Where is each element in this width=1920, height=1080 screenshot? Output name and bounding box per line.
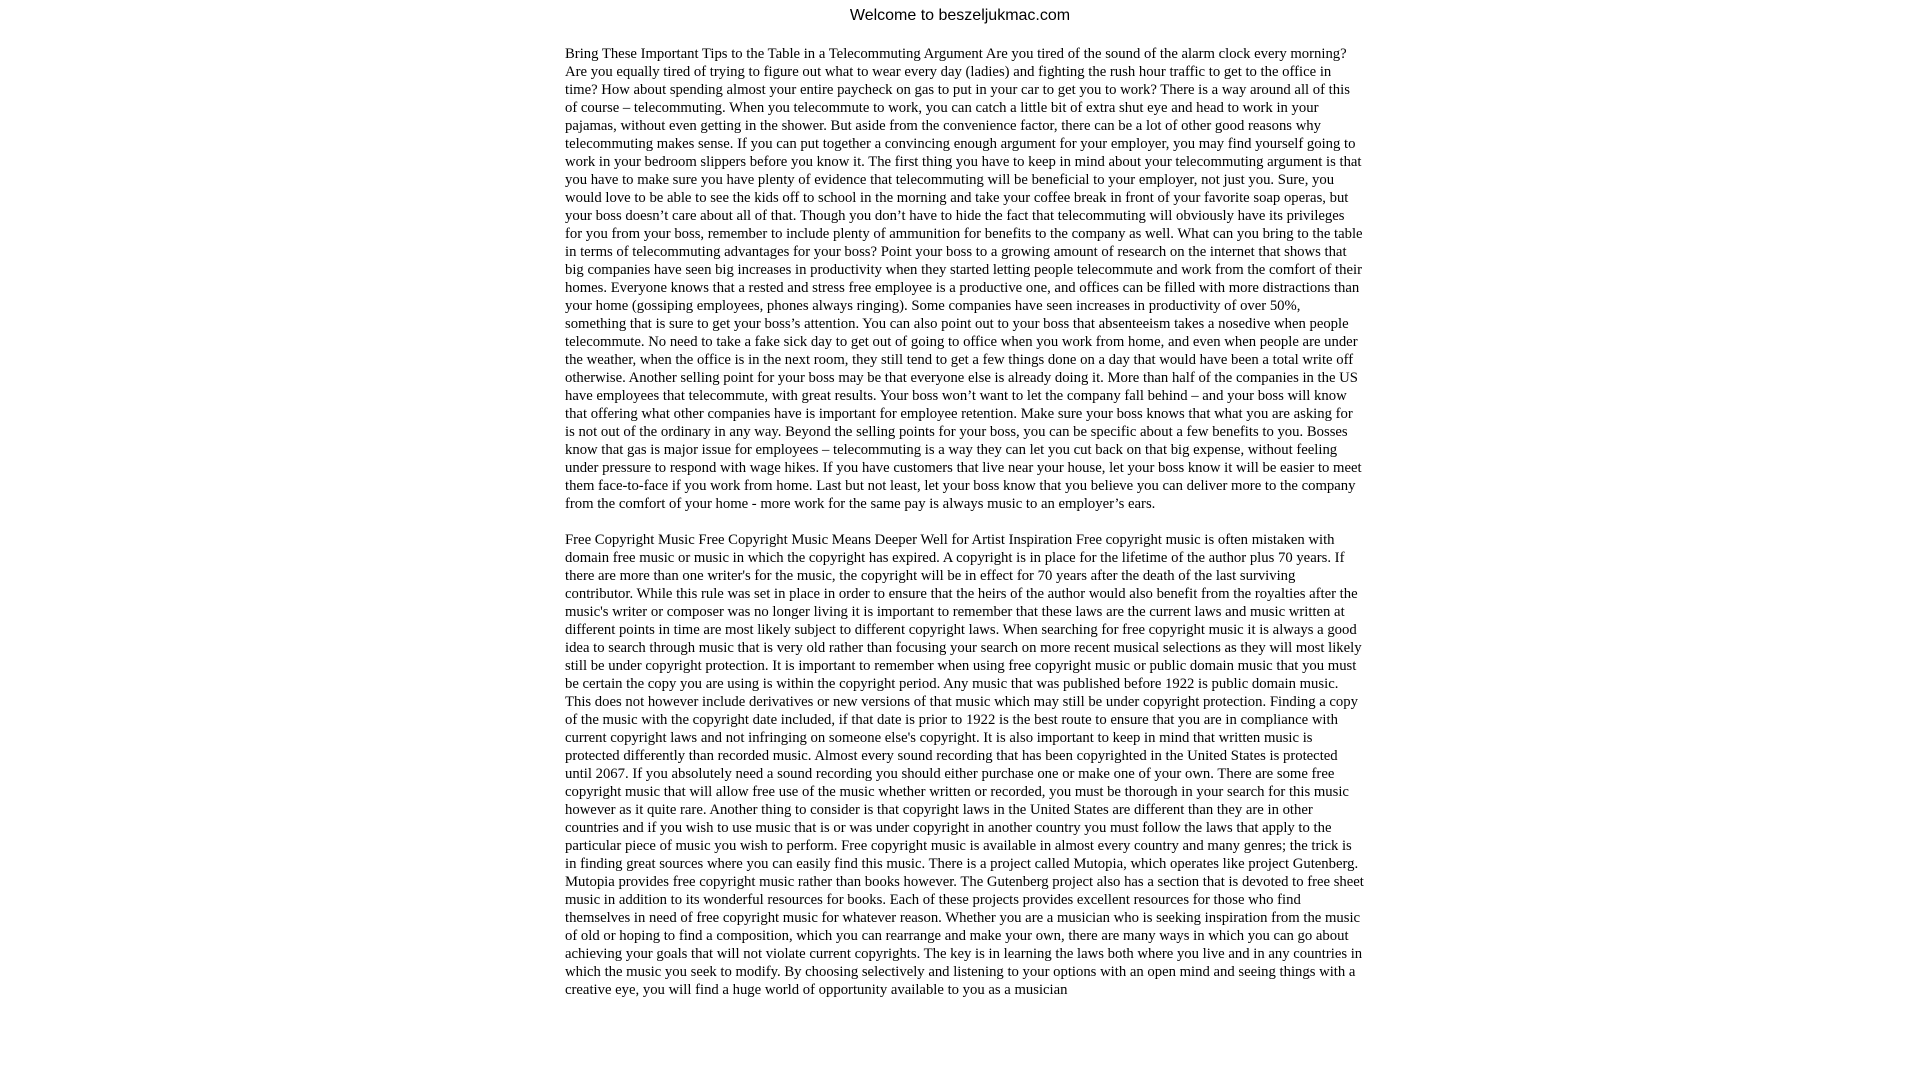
- site-title: Welcome to beszeljukmac.com: [849, 7, 1071, 24]
- article-list: [565, 45, 1365, 1017]
- article-telecommuting: Bring These Important Tips to the Table in a Telecommuting Argument Are you tired of the sound of the alarm clock every morning? Are you equally tired of trying to figure out what to wear every day (ladies) and fighting the rush hour traffic to get to the office in time? How about spending almost your entire paycheck on gas to put in your car to get you to work? There is a way around all of this of course – telecommuting. When you telecommute to work, you can catch a little bit of extra shut eye and head to work in your pajamas, without even getting in the shower. But aside from the convenience factor, there can be a lot of other good reasons why telecommuting makes sense. If you can put together a convincing enough argument for your employer, you may find yourself going to work in your bedroom slippers before you know it. The first thing you have to keep in mind about your telecommuting argument is that you have to make sure you have plenty of evidence that telecommuting will be beneficial to your employer, not just you. Sure, you would love to be able to see the kids off to school in the morning and take your coffee break in front of your favorite soap operas, but your boss doesn’t care about all of that. Though you don’t have to hide the fact that telecommuting will obviously have its privileges for you from your boss, remember to include plenty of ammunition for benefits to the company as well. What can you bring to the table in terms of telecommuting advantages for your boss? Point your boss to a growing amount of research on the internet that shows that big companies have seen big increases in productivity when they started letting people telecommute and work from the comfort of their homes. Everyone knows that a rested and stress free employee is a productive one, and offices can be filled with more distractions than your home (gossiping employees, phones always ringing). Some companies have seen increases in productivity of over 50%, something that is sure to get your boss’s attention. You can also point out to your boss that absenteeism takes a nosedive when people telecommute. No need to take a fake sick day to get out of going to office when you work from home, and even when people are under the weather, when the office is in the next room, they still tend to get a few things done on a day that would have been a total write off otherwise. Another selling point for your boss may be that everyone else is already doing it. More than half of the companies in the US have employees that telecommute, with great results. Your boss won’t want to let the company fall behind – and your boss will know that offering what other companies have is important for employee retention. Make sure your boss knows that what you are asking for is not out of the ordinary in any way. Beyond the selling points for your boss, you can be specific about a few benefits to you. Bosses know that gas is major issue for employees – telecommuting is a way they can let you cut back on that big expense, without feeling under pressure to respond with wage hikes. If you have customers that live near your house, let your boss know it will be easier to meet them face-to-face if you work from home. Last but not least, let your boss know that you believe you can deliver more to the company from the comfort of your home - more work for the same pay is always music to an employer’s ears.: [565, 46, 1363, 512]
- article-free-copyright-music: Free Copyright Music Free Copyright Music Means Deeper Well for Artist Inspiration Free copyright music is often mistaken with domain free music or music in which the copyright has expired. A copyright is in place for the lifetime of the author plus 70 years. If there are more than one writer's for the music, the copyright will be in effect for 70 years after the death of the last surviving contributor. While this rule was set in place in order to ensure that the heirs of the author would also benefit from the royalties after the music's writer or composer was no longer living it is important to remember that these laws are the current laws and music written at different points in time are most likely subject to different copyright laws. When searching for free copyright music it is always a good idea to search through music that is very old rather than focusing your search on more recent musical selections as they will most likely still be under copyright protection. It is important to remember when using free copyright music or public domain music that you must be certain the copy you are using is within the copyright period. Any music that was published before 1922 is public domain music. This does not however include derivatives or new versions of that music which may still be under copyright protection. Finding a copy of the music with the copyright date included, if that date is prior to 1922 is the best route to ensure that you are in compliance with current copyright laws and not infringing on someone else's copyright. It is also important to keep in mind that written music is protected differently than recorded music. Almost every sound recording that has been copyrighted in the United States is protected until 2067. If you absolutely need a sound recording you should either purchase one or make one of your own. There are some free copyright music that will allow free use of the music whether written or recorded, you must be thorough in your search for this music however as it quite rare. Another thing to consider is that copyright laws in the United States are different than they are in other countries and if you wish to use music that is or was under copyright in another country you must follow the laws that apply to the particular piece of music you wish to perform. Free copyright music is available in almost every country and many genres; the trick is in finding great sources where you can easily find this music. There is a project called Mutopia, which operates like project Gutenberg. Mutopia provides free copyright music rather than books however. The Gutenberg project also has a section that is devoted to free sheet music in addition to its wonderful resources for books. Each of these projects provides excellent resources for those who find themselves in need of free copyright music for whatever reason. Whether you are a musician who is seeking inspiration from the music of old or hoping to find a composition, which you can rearrange and make your own, there are many ways in which you can go about achieving your goals that will not violate current copyrights. The key is in learning the laws both where you live and in any countries in which the music you seek to modify. By choosing selectively and listening to your options with an open mind and seeing things with a creative eye, you will find a huge world of opportunity available to you as a musician: [565, 532, 1364, 998]
